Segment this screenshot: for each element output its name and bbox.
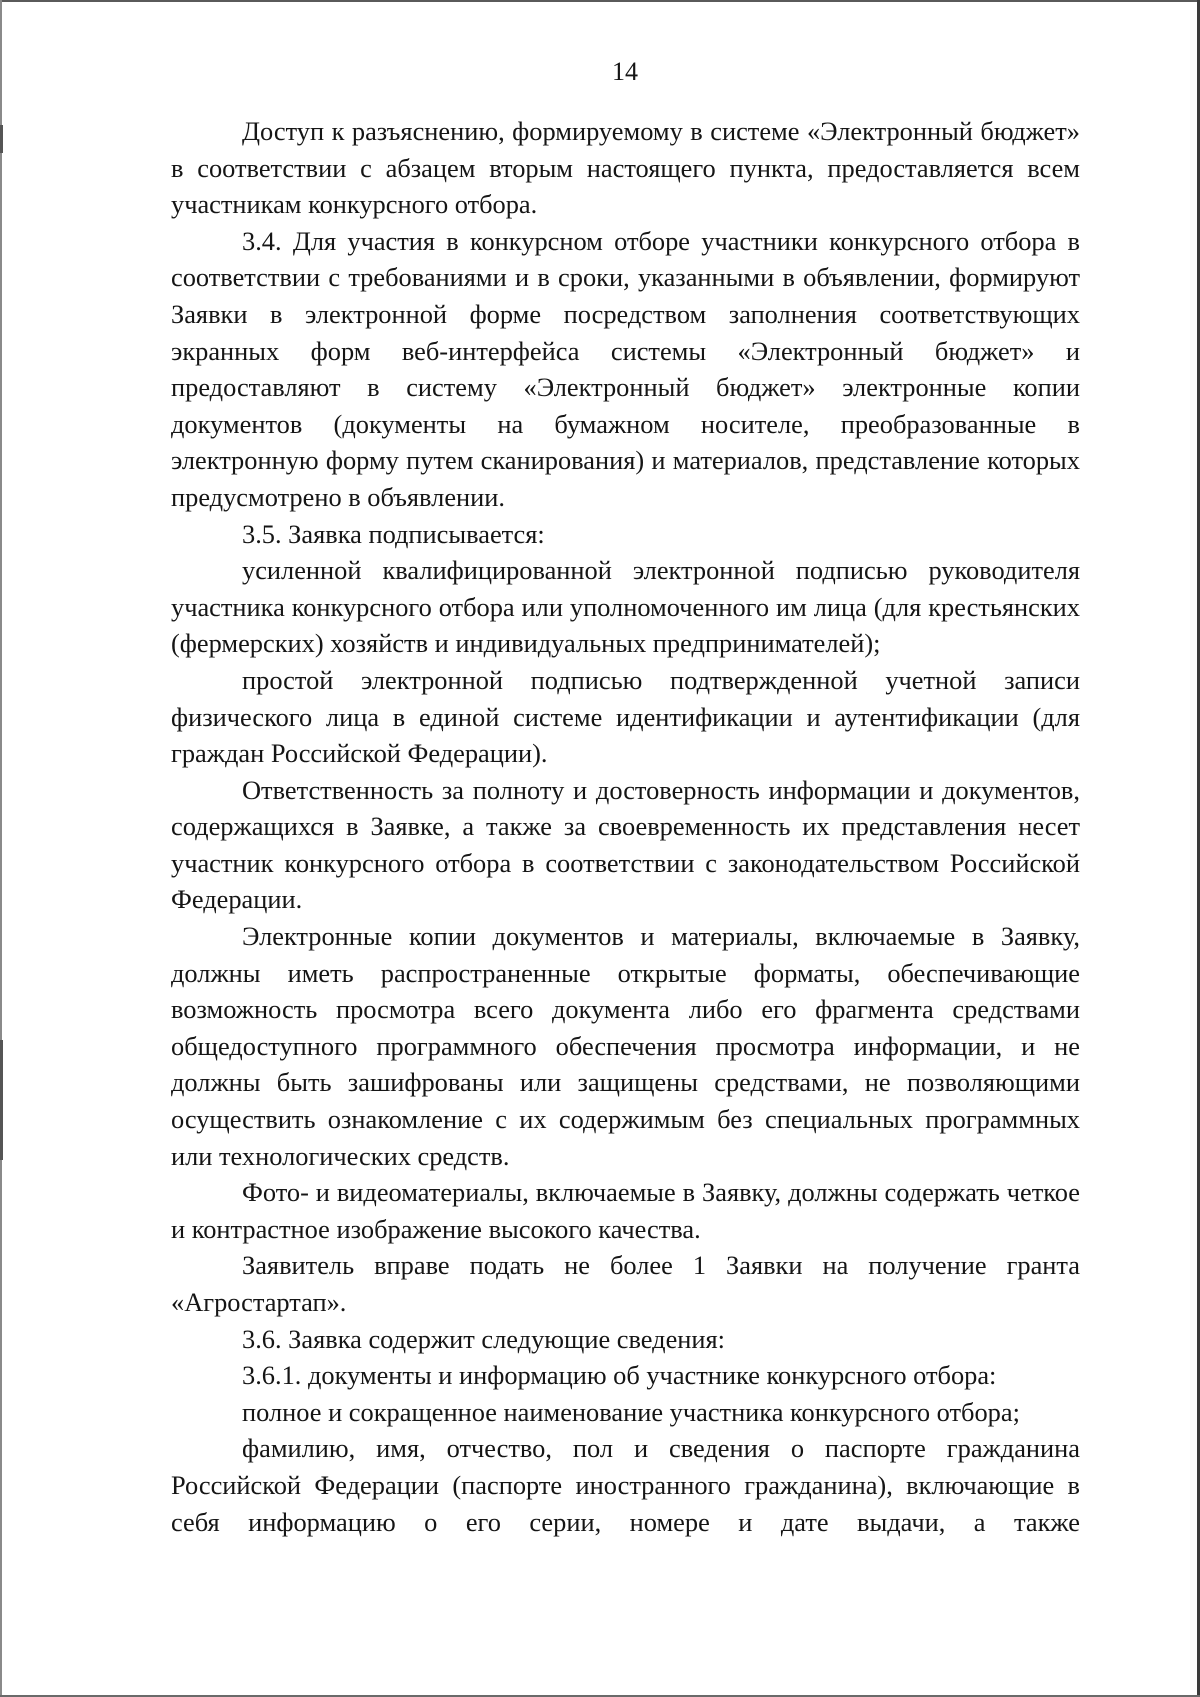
- paragraph: фамилию, имя, отчество, пол и сведения о паспорте гражданина Российской Федерации (паспорте иностранного гражданина), включающие в себя информацию о его серии, номере и дате выдачи, а также: [171, 1433, 1080, 1537]
- paragraph: Заявитель вправе подать не более 1 Заявки на получение гранта «Агростартап».: [171, 1250, 1080, 1317]
- page-number: 14: [612, 57, 638, 86]
- paragraph: 3.6. Заявка содержит следующие сведения:: [242, 1323, 726, 1354]
- paragraph: полное и сокращенное наименование участника конкурсного отбора;: [242, 1396, 1020, 1427]
- paragraph: Доступ к разъяснению, формируемому в системе «Электронный бюджет» в соответствии с абзацем вторым настоящего пункта, предоставляется всем участникам конкурсного отбора.: [171, 116, 1080, 220]
- scan-artifact-mark: [0, 125, 3, 153]
- paragraph: простой электронной подписью подтвержденной учетной записи физического лица в единой системе идентификации и аутентификации (для граждан Российской Федерации).: [171, 664, 1080, 769]
- paragraph: 3.6.1. документы и информацию об участнике конкурсного отбора:: [242, 1360, 997, 1391]
- paragraph: Электронные копии документов и материалы, включаемые в Заявку, должны иметь распространенные открытые форматы, обеспечивающие возможность просмотра всего документа либо его фрагмента средствами общедоступного программного обеспечения просмотра информации, и не должны быть зашифрованы или защищены средствами, не позволяющими осуществить ознакомление с их содержимым без специальных программных или технологических средств.: [171, 921, 1080, 1171]
- scan-border-top: [0, 0, 1200, 2]
- paragraph: Ответственность за полноту и достоверность информации и документов, содержащихся в Заявке, а также за своевременность их представления несет участник конкурсного отбора в соответствии с законодательством Российской Федерации.: [171, 774, 1080, 915]
- paragraph: 3.4. Для участия в конкурсном отборе участники конкурсного отбора в соответствии с требованиями и в сроки, указанными в объявлении, формируют Заявки в электронной форме посредством заполнения соответствующих экранных форм веб-интерфейса системы «Электронный бюджет» и предоставляют в систему «Электронный бюджет» электронные копии документов (документы на бумажном носителе, преобразованные в электронную форму путем сканирования) и материалов, представление которых предусмотрено в объявлении.: [171, 225, 1080, 512]
- paragraph: усиленной квалифицированной электронной подписью руководителя участника конкурсного отбора или уполномоченного им лица (для крестьянских (фермерских) хозяйств и индивидуальных предпринимателей);: [171, 555, 1080, 659]
- paragraph: 3.5. Заявка подписывается:: [242, 518, 545, 549]
- scan-border-left: [0, 0, 2, 1697]
- paragraph: Фото- и видеоматериалы, включаемые в Заявку, должны содержать четкое и контрастное изображение высокого качества.: [171, 1177, 1080, 1244]
- scan-artifact-mark: [0, 1040, 3, 1160]
- document-body: [171, 113, 1080, 1540]
